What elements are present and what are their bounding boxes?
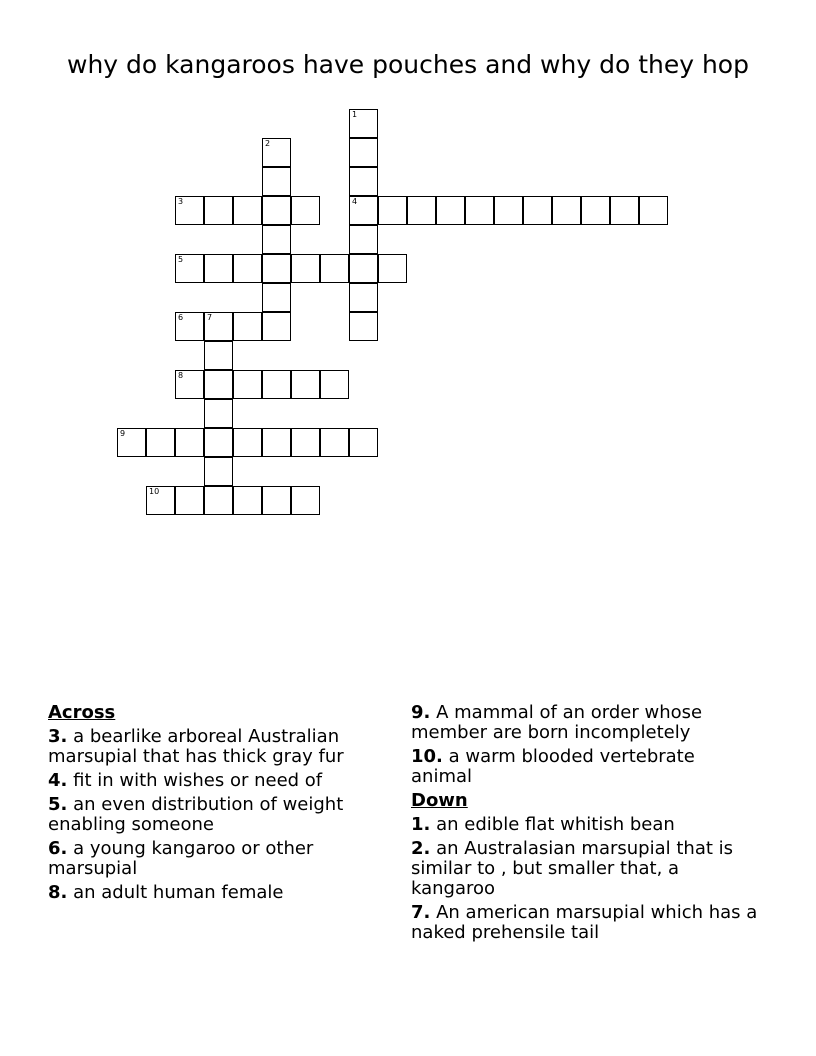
clue-across-4 bbox=[48, 771, 398, 791]
clue-number: 9. bbox=[411, 702, 431, 723]
grid-cell bbox=[581, 196, 610, 225]
grid-cell bbox=[175, 196, 204, 225]
clue-text: an edible flat whitish bean bbox=[436, 814, 675, 835]
grid-cell bbox=[204, 486, 233, 515]
clues-right-column bbox=[411, 703, 761, 947]
grid-cell bbox=[204, 457, 233, 486]
cell-number: 1 bbox=[352, 110, 358, 119]
grid-cell bbox=[175, 428, 204, 457]
cell-number: 7 bbox=[207, 313, 213, 322]
grid-cell bbox=[349, 312, 378, 341]
clue-down-2 bbox=[411, 839, 761, 899]
grid-cell bbox=[436, 196, 465, 225]
clue-text: a young kangaroo or other marsupial bbox=[48, 838, 314, 879]
grid-cell bbox=[378, 254, 407, 283]
clue-text: An american marsupial which has a naked prehensile tail bbox=[411, 902, 758, 943]
down-heading: Down bbox=[411, 790, 468, 811]
grid-cell bbox=[349, 283, 378, 312]
grid-cell bbox=[175, 370, 204, 399]
clue-across-9 bbox=[411, 703, 761, 743]
clue-down-7 bbox=[411, 903, 761, 943]
grid-cell bbox=[320, 370, 349, 399]
grid-cell bbox=[204, 428, 233, 457]
clue-text: an adult human female bbox=[73, 882, 284, 903]
clue-number: 7. bbox=[411, 902, 431, 923]
grid-cell bbox=[175, 254, 204, 283]
grid-cell bbox=[262, 283, 291, 312]
clue-across-3 bbox=[48, 727, 398, 767]
grid-cell bbox=[349, 196, 378, 225]
grid-cell bbox=[117, 428, 146, 457]
clue-down-1 bbox=[411, 815, 761, 835]
cell-number: 2 bbox=[265, 139, 271, 148]
grid-cell bbox=[349, 109, 378, 138]
grid-cell bbox=[204, 399, 233, 428]
clue-number: 8. bbox=[48, 882, 68, 903]
grid-cell bbox=[291, 428, 320, 457]
clue-across-10 bbox=[411, 747, 761, 787]
grid-cell bbox=[639, 196, 668, 225]
grid-cell bbox=[175, 312, 204, 341]
cell-number: 10 bbox=[149, 487, 160, 496]
cell-number: 3 bbox=[178, 197, 184, 206]
grid-cell bbox=[233, 428, 262, 457]
grid-cell bbox=[233, 370, 262, 399]
clue-across-5 bbox=[48, 795, 398, 835]
grid-cell bbox=[146, 428, 175, 457]
across-heading: Across bbox=[48, 702, 116, 723]
clue-text: an even distribution of weight enabling someone bbox=[48, 794, 344, 835]
grid-cell bbox=[349, 428, 378, 457]
cell-number: 6 bbox=[178, 313, 184, 322]
grid-cell bbox=[465, 196, 494, 225]
clue-number: 3. bbox=[48, 726, 68, 747]
grid-cell bbox=[262, 225, 291, 254]
grid-cell bbox=[349, 254, 378, 283]
clue-number: 2. bbox=[411, 838, 431, 859]
cell-number: 5 bbox=[178, 255, 184, 264]
grid-cell bbox=[233, 486, 262, 515]
grid-cell bbox=[349, 167, 378, 196]
grid-cell bbox=[175, 486, 204, 515]
grid-cell bbox=[262, 138, 291, 167]
clue-across-8 bbox=[48, 883, 398, 903]
grid-cell bbox=[291, 486, 320, 515]
clue-text: A mammal of an order whose member are born incompletely bbox=[411, 702, 703, 743]
grid-cell bbox=[204, 341, 233, 370]
grid-cell bbox=[349, 225, 378, 254]
grid-cell bbox=[291, 196, 320, 225]
grid-cell bbox=[523, 196, 552, 225]
grid-cell bbox=[233, 254, 262, 283]
clue-across-6 bbox=[48, 839, 398, 879]
grid-cell bbox=[262, 167, 291, 196]
grid-cell bbox=[262, 254, 291, 283]
clue-number: 5. bbox=[48, 794, 68, 815]
grid-cell bbox=[291, 254, 320, 283]
cell-number: 8 bbox=[178, 371, 184, 380]
grid-cell bbox=[204, 196, 233, 225]
grid-cell bbox=[320, 428, 349, 457]
grid-cell bbox=[552, 196, 581, 225]
grid-cell bbox=[146, 486, 175, 515]
grid-cell bbox=[407, 196, 436, 225]
cell-number: 4 bbox=[352, 197, 358, 206]
puzzle-title: why do kangaroos have pouches and why do they hop bbox=[67, 50, 749, 79]
grid-cell bbox=[262, 486, 291, 515]
clue-text: an Australasian marsupial that is similar to , but smaller that, a kangaroo bbox=[411, 838, 734, 899]
clue-number: 10. bbox=[411, 746, 443, 767]
grid-cell bbox=[262, 312, 291, 341]
grid-cell bbox=[233, 196, 262, 225]
grid-cell bbox=[378, 196, 407, 225]
clue-number: 1. bbox=[411, 814, 431, 835]
grid-cell bbox=[262, 196, 291, 225]
clue-text: a bearlike arboreal Australian marsupial that has thick gray fur bbox=[48, 726, 344, 767]
grid-cell bbox=[291, 370, 320, 399]
grid-cell bbox=[262, 428, 291, 457]
clue-text: a warm blooded vertebrate animal bbox=[411, 746, 695, 787]
clues-left-column bbox=[48, 703, 398, 907]
grid-cell bbox=[233, 312, 262, 341]
grid-cell bbox=[262, 370, 291, 399]
clue-text: fit in with wishes or need of bbox=[73, 770, 323, 791]
grid-cell bbox=[494, 196, 523, 225]
clue-number: 6. bbox=[48, 838, 68, 859]
grid-cell bbox=[204, 370, 233, 399]
grid-cell bbox=[349, 138, 378, 167]
cell-number: 9 bbox=[120, 429, 126, 438]
grid-cell bbox=[320, 254, 349, 283]
grid-cell bbox=[204, 254, 233, 283]
clue-number: 4. bbox=[48, 770, 68, 791]
grid-cell bbox=[610, 196, 639, 225]
grid-cell bbox=[204, 312, 233, 341]
